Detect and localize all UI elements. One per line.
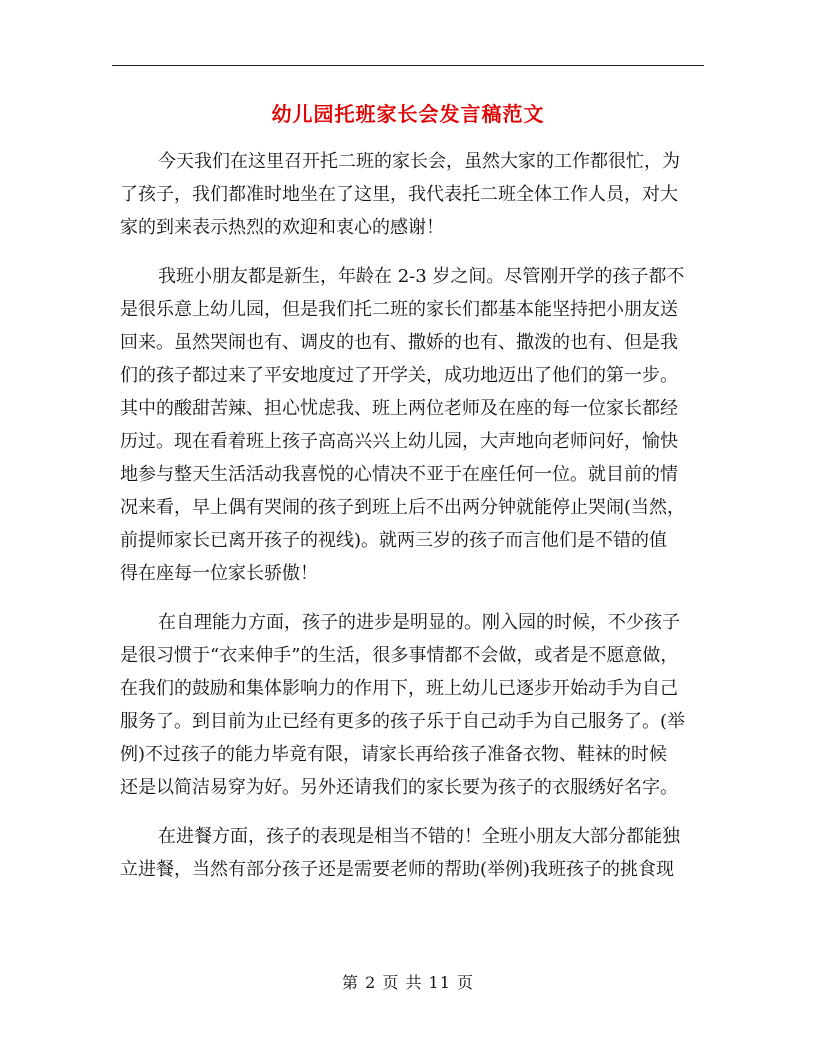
text-line: 前提师家长已离开孩子的视线)。就两三岁的孩子而言他们是不错的值: [120, 530, 668, 551]
paragraph-new-students: [120, 260, 712, 590]
text-line: 其中的酸甜苦辣、担心忧虑我、班上两位老师及在座的每一位家长都经: [120, 398, 678, 419]
text-line: 我班小朋友都是新生，年龄在 2-3 岁之间。尽管刚开学的孩子都不: [158, 266, 685, 287]
text-line: 在进餐方面，孩子的表现是相当不错的！全班小朋友大部分都能独: [158, 826, 680, 847]
page-number: 第 2 页 共 11 页: [342, 973, 474, 992]
text-line: 是很习惯于“衣来伸手”的生活，很多事情都不会做，或者是不愿意做，: [120, 645, 679, 666]
text-line: 况来看，早上偶有哭闹的孩子到班上后不出两分钟就能停止哭闹(当然，: [120, 497, 686, 518]
document-title: 幼儿园托班家长会发言稿范文: [271, 102, 545, 126]
text-line: 家的到来表示热烈的欢迎和衷心的感谢！: [120, 217, 444, 238]
paragraph-meals: [120, 820, 712, 886]
paragraph-self-care: [120, 606, 712, 804]
text-line: 今天我们在这里召开托二班的家长会，虽然大家的工作都很忙，为: [158, 151, 680, 172]
text-line: 得在座每一位家长骄傲！: [120, 563, 318, 584]
paragraph-welcome: [120, 145, 712, 244]
document-body: [120, 145, 712, 902]
text-line: 在我们的鼓励和集体影响力的作用下，班上幼儿已逐步开始动手为自己: [120, 678, 678, 699]
text-line: 是很乐意上幼儿园，但是我们托二班的家长们都基本能坚持把小朋友送: [120, 299, 678, 320]
text-line: 在自理能力方面，孩子的进步是明显的。刚入园的时候，不少孩子: [158, 612, 680, 633]
text-line: 了孩子，我们都准时地坐在了这里，我代表托二班全体工作人员，对大: [120, 184, 678, 205]
text-line: 还是以简洁易穿为好。另外还请我们的家长要为孩子的衣服绣好名字。: [120, 777, 678, 798]
text-line: 服务了。到目前为止已经有更多的孩子乐于自己动手为自己服务了。(举: [120, 711, 686, 732]
text-line: 历过。现在看着班上孩子高高兴兴上幼儿园，大声地向老师问好，愉快: [120, 431, 678, 452]
text-line: 地参与整天生活活动我喜悦的心情决不亚于在座任何一位。就目前的情: [120, 464, 678, 485]
text-line: 例)不过孩子的能力毕竟有限，请家长再给孩子准备衣物、鞋袜的时候: [120, 744, 668, 765]
text-line: 回来。虽然哭闹也有、调皮的也有、撒娇的也有、撒泼的也有、但是我: [120, 332, 678, 353]
text-line: 立进餐，当然有部分孩子还是需要老师的帮助(举例)我班孩子的挑食现: [120, 859, 675, 880]
header-rule: [112, 65, 704, 66]
text-line: 们的孩子都过来了平安地度过了开学关，成功地迈出了他们的第一步。: [120, 365, 678, 386]
